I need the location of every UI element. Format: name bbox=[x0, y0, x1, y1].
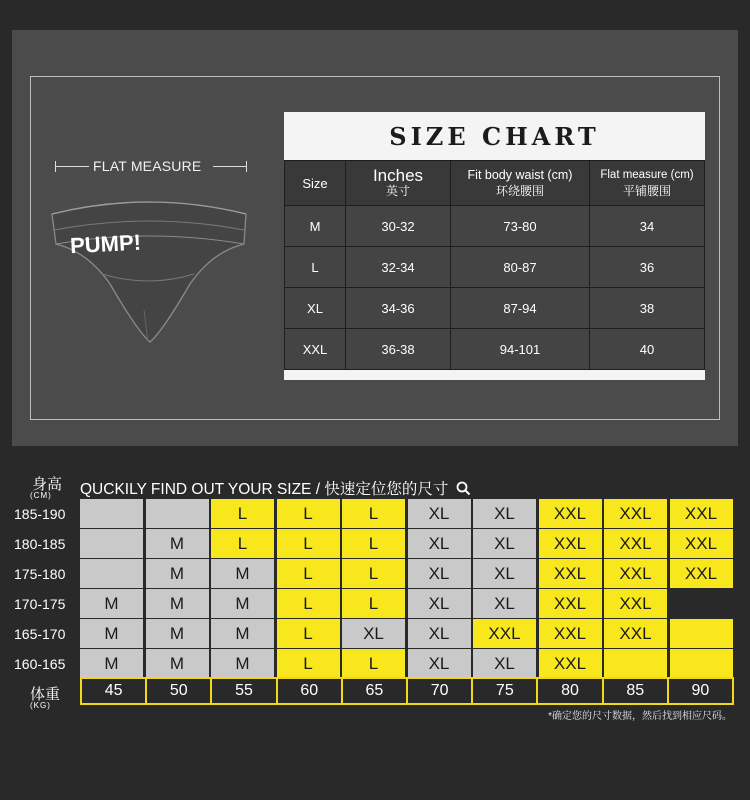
size-cell: M bbox=[146, 619, 209, 648]
size-cell: XXL bbox=[539, 499, 602, 528]
height-range-label: 185-190 bbox=[14, 506, 66, 522]
brand-logo-text: PUMP! bbox=[69, 229, 142, 259]
size-cell: XXL bbox=[604, 499, 667, 528]
size-cell: XL bbox=[473, 559, 536, 588]
size-cell: XXL bbox=[539, 589, 602, 618]
size-cell: XXL bbox=[539, 649, 602, 678]
size-cell: M bbox=[211, 589, 274, 618]
grid-row bbox=[78, 499, 734, 529]
height-unit: (CM) bbox=[30, 491, 52, 500]
grid-row bbox=[78, 559, 734, 589]
height-range-label: 170-175 bbox=[14, 596, 66, 612]
size-cell bbox=[80, 559, 143, 588]
weight-unit: (KG) bbox=[30, 701, 51, 710]
grid-row bbox=[78, 619, 734, 649]
table-row bbox=[285, 247, 705, 288]
weight-value: 85 bbox=[604, 679, 669, 703]
flat-measure-indicator bbox=[55, 158, 247, 176]
size-cell: XL bbox=[408, 529, 471, 558]
size-cell: XXL bbox=[604, 529, 667, 558]
size-cell: XXL bbox=[539, 529, 602, 558]
weight-value: 90 bbox=[691, 682, 710, 699]
cell-waist: 73-80 bbox=[451, 206, 590, 247]
header-waist: Fit body waist (cm) 环绕腰围 bbox=[451, 161, 590, 206]
weight-value: 75 bbox=[473, 679, 538, 703]
size-cell: XXL bbox=[539, 619, 602, 648]
size-cell: XL bbox=[408, 589, 471, 618]
cell-flat: 34 bbox=[590, 206, 705, 247]
size-cell: M bbox=[146, 529, 209, 558]
size-cell: XXL bbox=[670, 499, 733, 528]
size-cell: L bbox=[211, 529, 274, 558]
table-row bbox=[285, 288, 705, 329]
cell-flat: 40 bbox=[590, 329, 705, 370]
size-cell: XL bbox=[408, 559, 471, 588]
height-range-label: 175-180 bbox=[14, 566, 66, 582]
flat-measure-label: FLAT MEASURE bbox=[93, 158, 202, 174]
size-cell: L bbox=[277, 529, 340, 558]
size-cell: L bbox=[277, 589, 340, 618]
size-cell: M bbox=[80, 619, 143, 648]
height-range-label: 180-185 bbox=[14, 536, 66, 552]
weight-value: 55 bbox=[212, 679, 277, 703]
size-cell: L bbox=[342, 499, 405, 528]
cell-size: XL bbox=[285, 288, 346, 329]
cell-waist: 94-101 bbox=[451, 329, 590, 370]
header-flat: Flat measure (cm) 平铺腰围 bbox=[590, 161, 705, 206]
cell-size: M bbox=[285, 206, 346, 247]
size-cell: L bbox=[277, 649, 340, 678]
cell-inches: 36-38 bbox=[346, 329, 451, 370]
size-chart-table bbox=[284, 160, 705, 370]
magnifier-icon bbox=[456, 481, 471, 496]
cell-inches: 34-36 bbox=[346, 288, 451, 329]
size-cell: XL bbox=[408, 499, 471, 528]
header-size: Size bbox=[285, 161, 346, 206]
size-cell: L bbox=[342, 529, 405, 558]
size-chart-title: SIZE CHART bbox=[389, 122, 600, 151]
height-range-label: 165-170 bbox=[14, 626, 66, 642]
weight-label: 体重 bbox=[30, 686, 61, 703]
size-cell: M bbox=[211, 649, 274, 678]
size-cell: L bbox=[342, 559, 405, 588]
header-inches: Inches 英寸 bbox=[346, 161, 451, 206]
weight-value: 45 bbox=[82, 679, 147, 703]
size-cell: XL bbox=[473, 589, 536, 618]
size-cell: M bbox=[211, 619, 274, 648]
weight-value: 70 bbox=[408, 679, 473, 703]
size-cell bbox=[670, 619, 733, 648]
size-cell: XL bbox=[473, 529, 536, 558]
size-cell: XXL bbox=[670, 529, 733, 558]
size-cell: M bbox=[146, 589, 209, 618]
grid-row bbox=[78, 649, 734, 679]
size-cell bbox=[604, 649, 667, 678]
size-cell: M bbox=[146, 649, 209, 678]
finder-heading: QUCKILY FIND OUT YOUR SIZE / 快速定位您的尺寸 bbox=[80, 477, 471, 499]
height-range-label: 160-165 bbox=[14, 656, 66, 672]
size-cell: XXL bbox=[604, 589, 667, 618]
briefs-illustration bbox=[44, 192, 254, 352]
size-cell: XXL bbox=[473, 619, 536, 648]
footnote: *确定您的尺寸数据，然后找到相应尺码。 bbox=[548, 711, 732, 722]
size-cell: XXL bbox=[539, 559, 602, 588]
size-cell: M bbox=[146, 559, 209, 588]
weight-axis bbox=[80, 677, 734, 705]
table-row bbox=[285, 206, 705, 247]
cell-waist: 87-94 bbox=[451, 288, 590, 329]
size-cell: L bbox=[277, 499, 340, 528]
size-chart-card bbox=[284, 112, 705, 380]
size-cell: XL bbox=[408, 649, 471, 678]
size-cell: M bbox=[80, 589, 143, 618]
grid-row bbox=[78, 529, 734, 559]
size-cell: L bbox=[277, 559, 340, 588]
size-cell: XL bbox=[342, 619, 405, 648]
size-cell: XXL bbox=[604, 619, 667, 648]
size-cell: XL bbox=[408, 619, 471, 648]
size-cell: XL bbox=[473, 649, 536, 678]
table-row bbox=[285, 329, 705, 370]
cell-flat: 38 bbox=[590, 288, 705, 329]
size-cell bbox=[80, 529, 143, 558]
cell-inches: 30-32 bbox=[346, 206, 451, 247]
cell-size: L bbox=[285, 247, 346, 288]
size-cell: L bbox=[342, 589, 405, 618]
height-label: 身高 bbox=[32, 476, 63, 493]
weight-value: 65 bbox=[343, 679, 408, 703]
size-cell: L bbox=[342, 649, 405, 678]
weight-value: 60 bbox=[278, 679, 343, 703]
cell-flat: 36 bbox=[590, 247, 705, 288]
weight-value: 80 bbox=[538, 679, 603, 703]
size-cell: L bbox=[277, 619, 340, 648]
size-cell bbox=[146, 499, 209, 528]
size-cell: L bbox=[211, 499, 274, 528]
size-cell: M bbox=[80, 649, 143, 678]
size-cell bbox=[670, 589, 733, 618]
weight-value: 50 bbox=[147, 679, 212, 703]
size-cell bbox=[670, 649, 733, 678]
size-cell: XXL bbox=[604, 559, 667, 588]
grid-row bbox=[78, 589, 734, 619]
cell-waist: 80-87 bbox=[451, 247, 590, 288]
size-cell bbox=[80, 499, 143, 528]
cell-inches: 32-34 bbox=[346, 247, 451, 288]
size-cell: XL bbox=[473, 499, 536, 528]
cell-size: XXL bbox=[285, 329, 346, 370]
size-cell: XXL bbox=[670, 559, 733, 588]
size-cell: M bbox=[211, 559, 274, 588]
